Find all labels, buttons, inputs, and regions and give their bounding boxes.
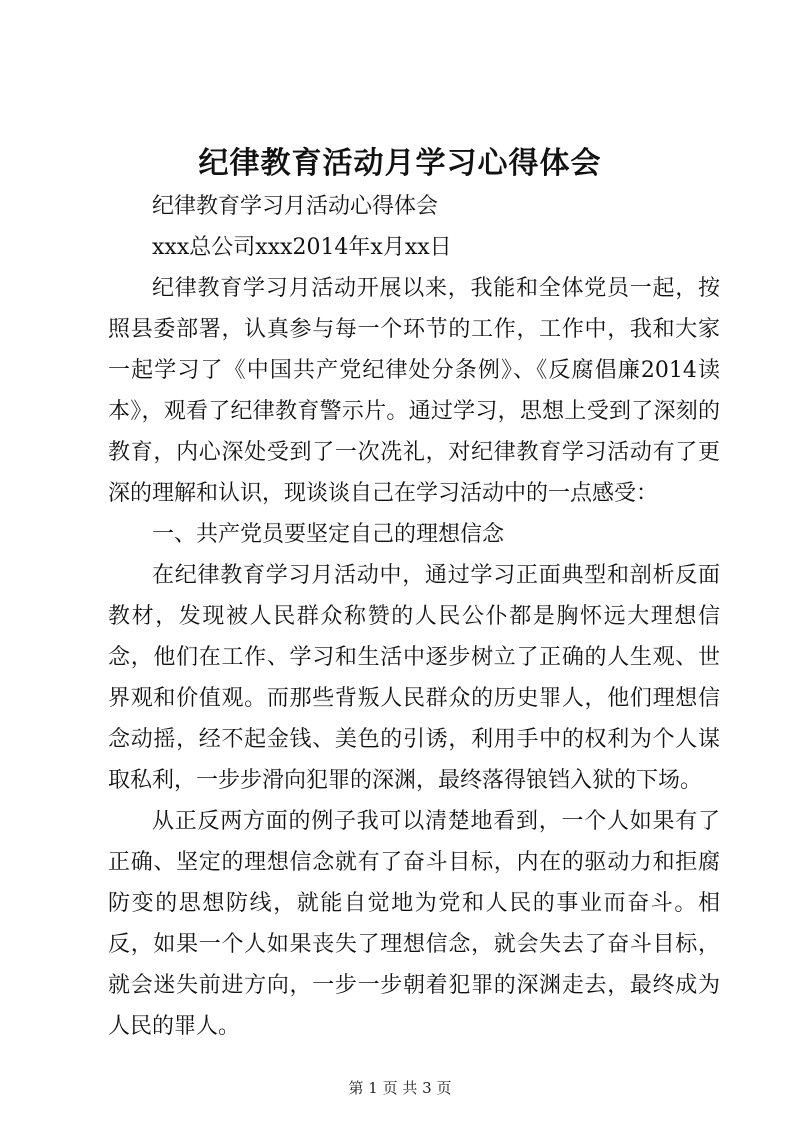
section-heading: 一、共产党员要坚定自己的理想信念: [152, 522, 505, 547]
page-title: 纪律教育活动月学习心得体会: [198, 146, 602, 181]
author-date-paragraph: xxx总公司xxx2014年x月xx日: [152, 235, 452, 260]
intro-paragraph: 纪律教育学习月活动开展以来，我能和全体党员一起，按照县委部署，认真参与每一个环节的工作，工作中，我和大家一起学习了《中国共产党纪律处分条例》、《反腐倡廉2014读本》，观看了纪律教育警示片。通过学习，思想上受到了深刻的教育，内心深处受到了一次冼礼，对纪律教育学习活动有了更深的理解和认识，现谈谈自己在学习活动中的一点感受：: [108, 276, 720, 506]
body-paragraph: 从正反两方面的例子我可以清楚地看到，一个人如果有了正确、坚定的理想信念就有了奋斗目标，内在的驱动力和拒腐防变的思想防线，就能自觉地为党和人民的事业而奋斗。相反，如果一个人如果丧失了理想信念，就会失去了奋斗目标，就会迷失前进方向，一步一步朝着犯罪的深渊走去，最终成为人民的罪人。: [108, 809, 720, 1039]
subtitle-paragraph: 纪律教育学习月活动心得体会: [152, 194, 439, 219]
body-paragraph: 在纪律教育学习月活动中，通过学习正面典型和剖析反面教材，发现被人民群众称赞的人民公仆都是胸怀远大理想信念，他们在工作、学习和生活中逐步树立了正确的人生观、世界观和价值观。而那些背叛人民群众的历史罪人，他们理想信念动摇，经不起金钱、美色的引诱，利用手中的权利为个人谋取私利，一步步滑向犯罪的深渊，最终落得锒铛入狱的下场。: [108, 563, 720, 793]
document-body: [108, 186, 720, 1047]
page-footer: 第 1 页 共 3 页: [348, 1079, 452, 1097]
